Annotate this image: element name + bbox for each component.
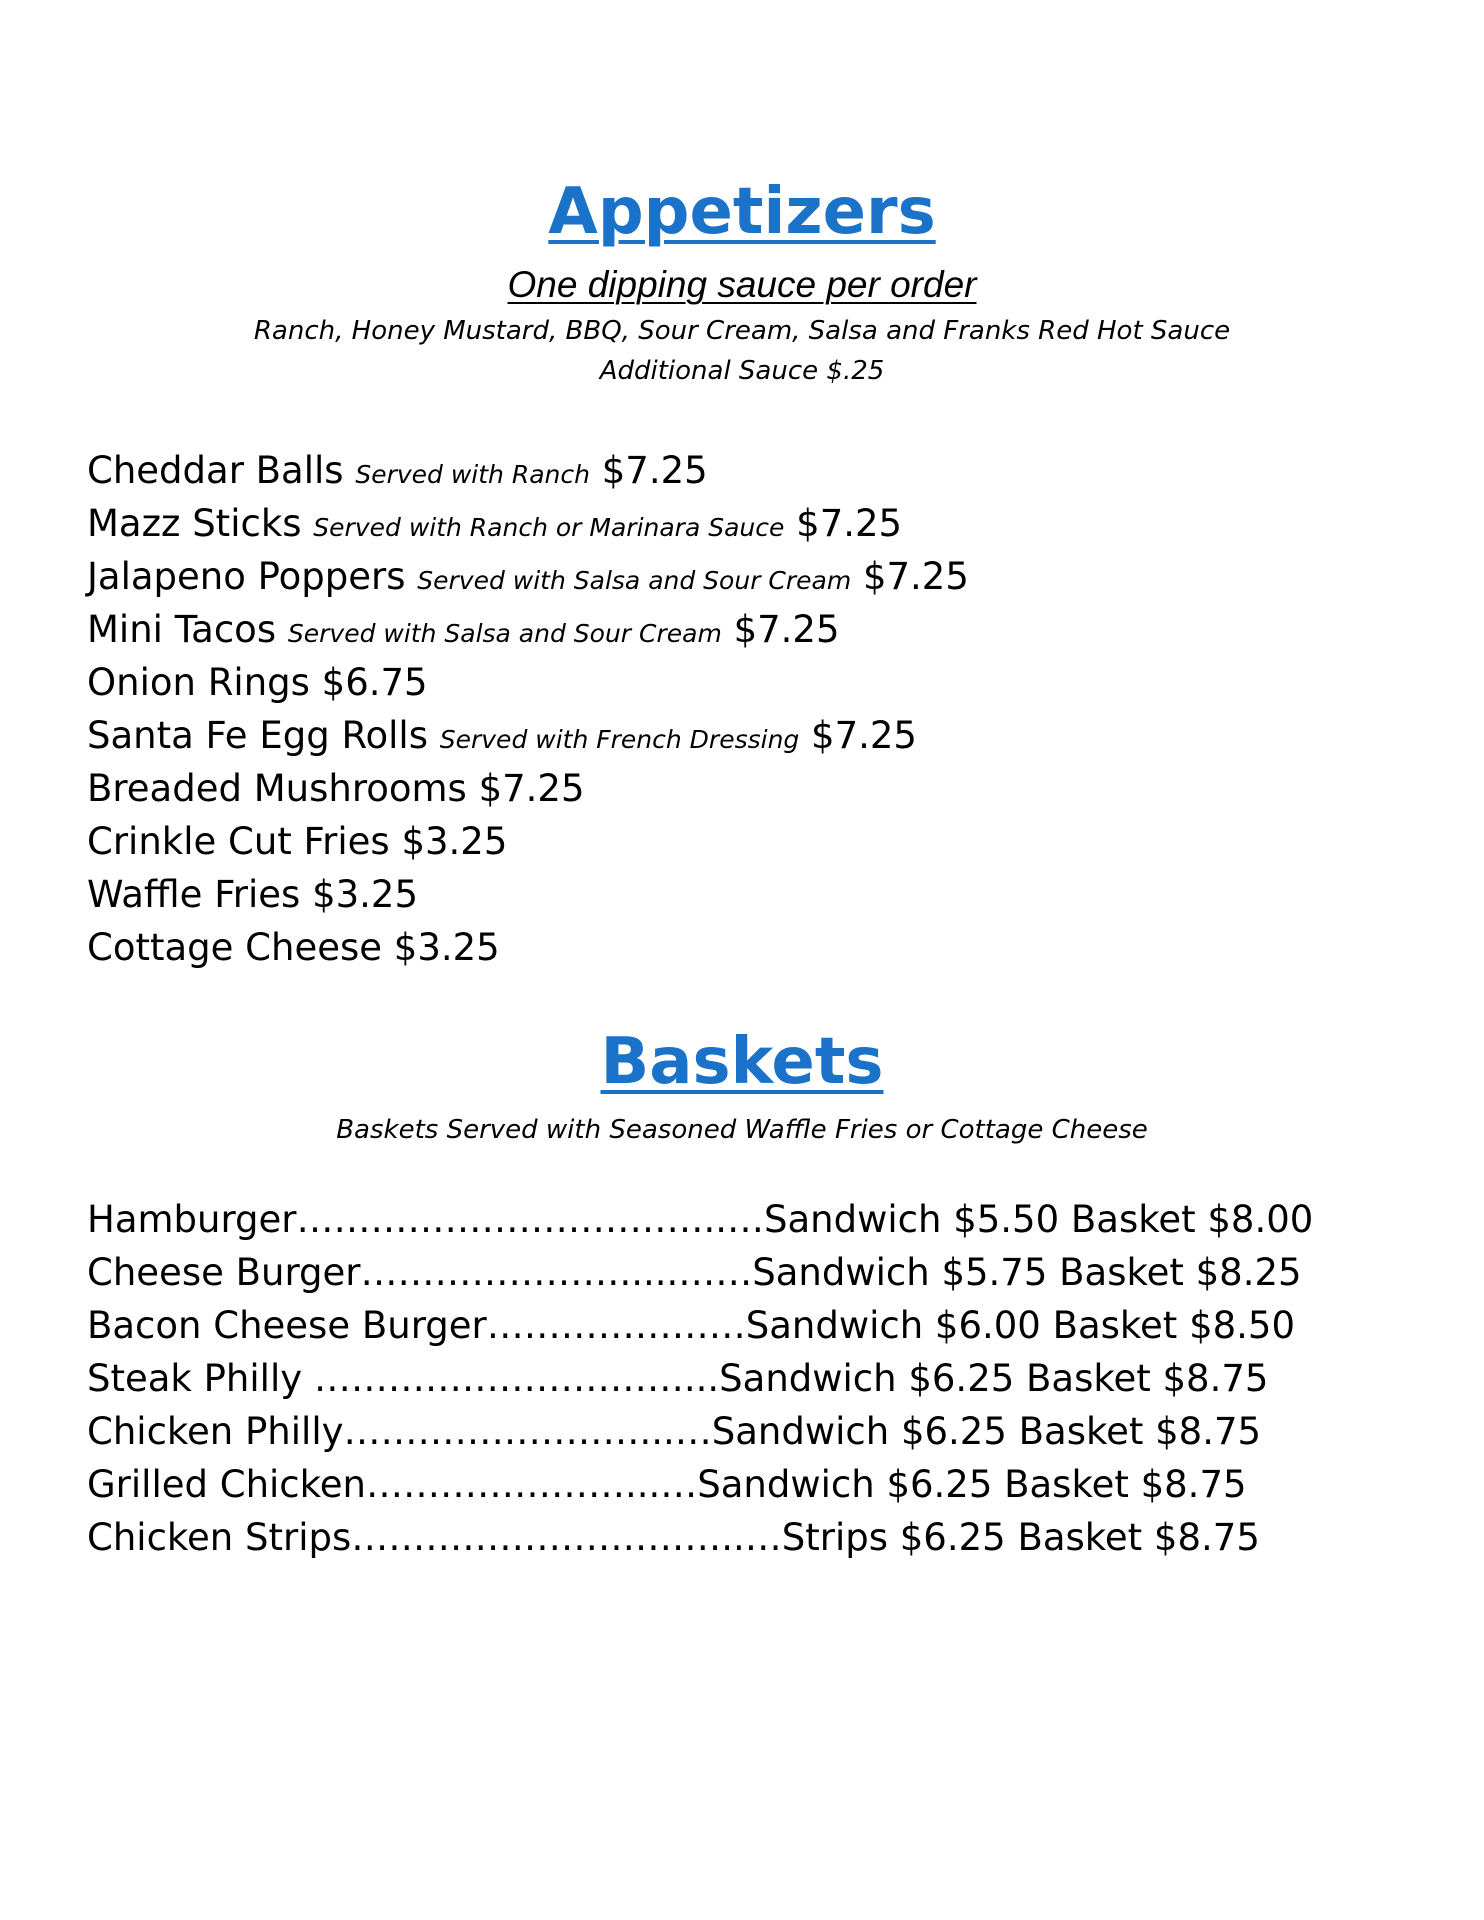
item-price: $7.25 bbox=[811, 714, 917, 757]
menu-item bbox=[87, 608, 969, 664]
item-name: Santa Fe Egg Rolls bbox=[87, 714, 428, 757]
basket-item: Chicken Strips…………………………..…Strips $6.25 Basket $8.75 bbox=[87, 1516, 1260, 1559]
item-price: $7.25 bbox=[601, 449, 708, 492]
basket-item: Grilled Chicken…………………...…Sandwich $6.25 Basket $8.75 bbox=[87, 1463, 1247, 1506]
item-price: $7.25 bbox=[733, 608, 840, 651]
item-desc: Served with Ranch or Marinara Sauce bbox=[313, 513, 785, 542]
additional-sauce-note: Additional Sauce $.25 bbox=[599, 356, 885, 386]
item-name: Jalapeno Poppers bbox=[87, 555, 406, 598]
baskets-title: Baskets bbox=[600, 1025, 884, 1099]
item-name: Crinkle Cut Fries bbox=[87, 820, 390, 863]
menu-item bbox=[87, 714, 969, 770]
sauce-list: Ranch, Honey Mustard, BBQ, Sour Cream, Salsa and Franks Red Hot Sauce bbox=[253, 316, 1231, 346]
menu-item bbox=[87, 873, 969, 929]
menu-item bbox=[87, 555, 969, 611]
item-name: Waffle Fries bbox=[87, 873, 301, 916]
item-name: Breaded Mushrooms bbox=[87, 767, 467, 810]
item-name: Onion Rings bbox=[87, 661, 310, 704]
basket-item: Bacon Cheese Burger…………………Sandwich $6.00 Basket $8.50 bbox=[87, 1304, 1295, 1347]
item-desc: Served with Salsa and Sour Cream bbox=[417, 566, 852, 595]
basket-item: Steak Philly …………………………...Sandwich $6.25 Basket $8.75 bbox=[87, 1357, 1269, 1400]
item-desc: Served with French Dressing bbox=[439, 725, 800, 754]
item-name: Cheddar Balls bbox=[87, 449, 344, 492]
basket-item: Chicken Philly……………………...…Sandwich $6.25 Basket $8.75 bbox=[87, 1410, 1262, 1453]
item-price: $6.75 bbox=[321, 661, 428, 704]
menu-item bbox=[87, 767, 969, 823]
baskets-note: Baskets Served with Seasoned Waffle Fries or Cottage Cheese bbox=[336, 1115, 1148, 1145]
item-price: $3.25 bbox=[393, 926, 500, 969]
appetizers-list bbox=[87, 449, 969, 982]
item-price: $7.25 bbox=[796, 502, 903, 545]
item-name: Mazz Sticks bbox=[87, 502, 302, 545]
item-price: $7.25 bbox=[478, 767, 585, 810]
basket-item: Cheese Burger………………….....……Sandwich $5.75 Basket $8.25 bbox=[87, 1251, 1302, 1294]
menu-item bbox=[87, 661, 969, 717]
menu-item bbox=[87, 502, 969, 558]
item-desc: Served with Salsa and Sour Cream bbox=[287, 619, 722, 648]
item-price: $3.25 bbox=[312, 873, 419, 916]
item-desc: Served with Ranch bbox=[355, 460, 590, 489]
menu-item bbox=[87, 820, 969, 876]
item-price: $3.25 bbox=[401, 820, 508, 863]
item-price: $7.25 bbox=[862, 555, 969, 598]
menu-item bbox=[87, 449, 969, 505]
menu-item bbox=[87, 926, 969, 982]
item-name: Mini Tacos bbox=[87, 608, 277, 651]
appetizers-title: Appetizers bbox=[548, 175, 936, 249]
item-name: Cottage Cheese bbox=[87, 926, 383, 969]
appetizers-subtitle: One dipping sauce per order bbox=[507, 264, 977, 305]
basket-item: Hamburger……………………………..…Sandwich $5.50 Basket $8.00 bbox=[87, 1198, 1314, 1241]
baskets-list bbox=[87, 1198, 1314, 1572]
